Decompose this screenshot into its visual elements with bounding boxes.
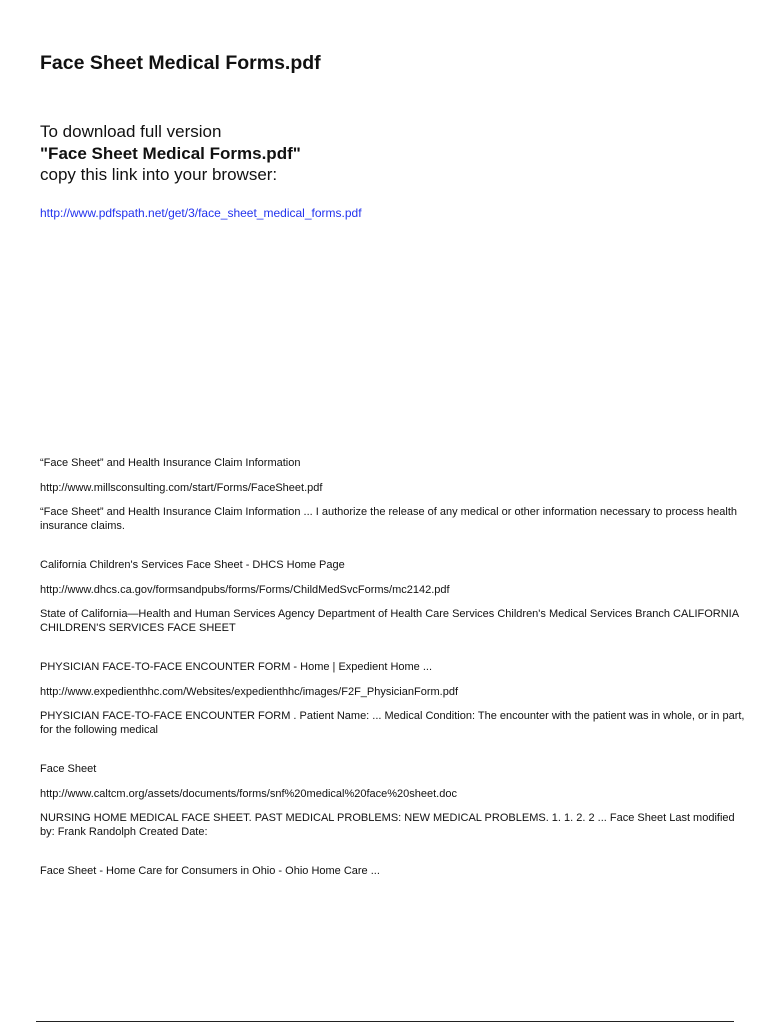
results-list — [40, 457, 750, 905]
result-title: “Face Sheet” and Health Insurance Claim Information — [40, 457, 301, 469]
result-item — [40, 865, 750, 879]
download-link[interactable]: http://www.pdfspath.net/get/3/face_sheet_medical_forms.pdf — [40, 206, 362, 220]
result-url: http://www.caltcm.org/assets/documents/forms/snf%20medical%20face%20sheet.doc — [40, 787, 457, 800]
download-line-1: To download full version — [40, 122, 222, 141]
result-item — [40, 763, 750, 839]
result-title: Face Sheet — [40, 763, 97, 775]
result-item — [40, 661, 750, 737]
result-title: PHYSICIAN FACE-TO-FACE ENCOUNTER FORM - Home | Expedient Home ... — [40, 661, 433, 673]
document-title: Face Sheet Medical Forms.pdf — [40, 52, 321, 74]
result-item — [40, 559, 750, 635]
result-url: http://www.expedienthhc.com/Websites/expedienthhc/images/F2F_PhysicianForm.pdf — [40, 685, 458, 698]
result-snippet: State of California—Health and Human Services Agency Department of Health Care Services Children's Medical Services Branch CALIFORNIA CHILDREN'S SERVICES FACE SHEET — [40, 608, 739, 634]
result-url: http://www.dhcs.ca.gov/formsandpubs/forms/Forms/ChildMedSvcForms/mc2142.pdf — [40, 583, 450, 596]
result-snippet: PHYSICIAN FACE-TO-FACE ENCOUNTER FORM . Patient Name: ... Medical Condition: The encounter with the patient was in whole, or in part, for the following medical — [40, 710, 745, 736]
result-url: http://www.millsconsulting.com/start/Forms/FaceSheet.pdf — [40, 481, 323, 494]
download-line-3: copy this link into your browser: — [40, 165, 278, 184]
download-filename: "Face Sheet Medical Forms.pdf" — [40, 143, 301, 163]
result-snippet: NURSING HOME MEDICAL FACE SHEET. PAST MEDICAL PROBLEMS: NEW MEDICAL PROBLEMS. 1. 1. 2. 2 ... Face Sheet Last modified by: Frank Randolph Created Date: — [40, 812, 735, 838]
result-item — [40, 457, 750, 533]
result-snippet: “Face Sheet” and Health Insurance Claim Information ... I authorize the release of any medical or other information necessary to process health insurance claims. — [40, 506, 738, 532]
download-instructions — [40, 121, 301, 186]
result-title: Face Sheet - Home Care for Consumers in Ohio - Ohio Home Care ... — [40, 865, 380, 877]
result-title: California Children's Services Face Sheet - DHCS Home Page — [40, 559, 345, 571]
footer-divider — [36, 1021, 734, 1022]
